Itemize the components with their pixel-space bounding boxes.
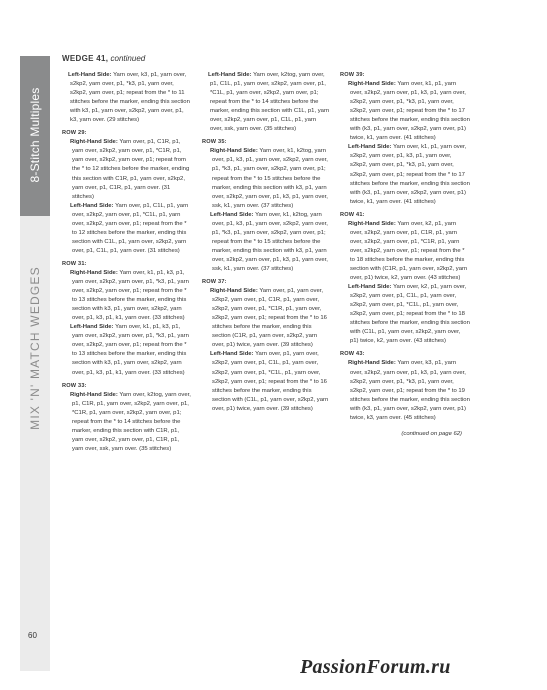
chapter-label: MIX 'N' MATCH WEDGES <box>28 266 42 430</box>
instruction-paragraph: Left-Hand Side: Yarn over, k1, p1, k3, p1, yarn over, s2kp2, yarn over, p1, *k3, p1, yarn over, s2kp2, yarn over, p1; repeat from the * to 13 stitches before the marker, ending this section with k3, p1, yarn over, s2kp2, yarn over, p1, k3, p1, k1, yarn over. (33 stitches) <box>70 324 189 376</box>
instruction-paragraph: Left-Hand Side: Yarn over, p1, C1L, p1, yarn over, s2kp2, yarn over, p1, *C1L, p1, yarn over, s2kp2, yarn over, p1; repeat from the * to 12 stitches before the marker, ending this section with C1L, p1, yarn over, s2kp2, yarn over, p1, C1L, p1, yarn over. (31 stitches) <box>70 202 189 254</box>
instruction-paragraph: Left-Hand Side: Yarn over, k3, p1, yarn over, s2kp2, yarn over, p1, *k3, p1, yarn over, s2kp2, yarn over, p1; repeat from the * to 11 stitches before the marker, ending this section with k3, p1, yarn over, s2kp2, yarn over, p1, k3, yarn over. (29 stitches) <box>68 72 190 124</box>
instruction-paragraph: Right-Hand Side: Yarn over, k1, k2tog, yarn over, p1, k3, p1, yarn over, s2kp2, yarn over, p1, *k3, p1, yarn over, s2kp2, yarn over, p1; repeat from the * to 15 stitches before the marker, ending this section with k3, p1, yarn over, s2kp2, yarn over, p1, k3, p1, yarn over, ssk, k1, yarn over. (37 stitches) <box>210 148 328 209</box>
wedge-title: WEDGE 41, <box>62 54 109 63</box>
instruction-paragraph: Left-Hand Side: Yarn over, k2, p1, yarn over, s2kp2, yarn over, p1, C1L, p1, yarn over, s2kp2, yarn over, p1, *C1L, p1, yarn over, s2kp2, yarn over, p1; repeat from the * to 18 stitches before the marker, ending this section with (C1L, p1, yarn over, s2kp2, yarn over, p1) twice, k2, yarn over. (43 stitches) <box>348 284 470 345</box>
instruction-paragraph: Right-Hand Side: Yarn over, k3, p1, yarn over, s2kp2, yarn over, p1, k3, p1, yarn over, s2kp2, yarn over, p1, *k3, p1, yarn over, s2kp2, yarn over, p1; repeat from the * to 19 stitches before the marker, ending this section with (k3, p1, yarn over, s2kp2, yarn over, p1) twice, k3, yarn over. (45 stitches) <box>348 360 470 421</box>
instruction-paragraph: Right-Hand Side: Yarn over, p1, yarn over, s2kp2, yarn over, p1, C1R, p1, yarn over, s2kp2, yarn over, p1, *C1R, p1, yarn over, s2kp2, yarn over, p1; repeat from the * to 16 stitches before the marker, ending this section (C1R, p1, yarn over, s2kp2, yarn over, p1) twice, yarn over. (39 stitches) <box>210 288 327 349</box>
row-heading: ROW 29: <box>62 130 87 137</box>
page-title <box>62 54 145 63</box>
section-tab <box>20 56 50 216</box>
row-heading: ROW 37: <box>202 279 227 286</box>
row-heading: ROW 35: <box>202 139 227 146</box>
section-label: 8-Stitch Multiples <box>28 87 42 183</box>
instruction-paragraph: Right-Hand Side: Yarn over, k2, p1, yarn over, s2kp2, yarn over, p1, C1R, p1, yarn over, s2kp2, yarn over, p1, *C1R, p1, yarn over, s2kp2, yarn over, p1; repeat from the * to 18 stitches before the marker, ending this section with (C1R, p1, yarn over, s2kp2, yarn over, p1) twice, k2, yarn over. (43 stitches) <box>348 220 468 282</box>
instruction-paragraph: Left-Hand Side: Yarn over, k1, k2tog, yarn over, p1, k3, p1, yarn over, s2kp2, yarn over, p1, *k3, p1, yarn over, s2kp2, yarn over, p1; repeat from the * to 15 stitches before the marker, ending this section with k3, p1, yarn over, s2kp2, yarn over, p1, k3, p1, yarn over, ssk, k1, yarn over. (37 stitches) <box>210 211 328 272</box>
instruction-paragraph: Right-Hand Side: Yarn over, k1, p1, k3, p1, yarn over, s2kp2, yarn over, p1, *k3, p1, yarn over, s2kp2, yarn over, p1; repeat from the * to 13 stitches before the marker, ending this section with k3, p1, yarn over, s2kp2, yarn over, p1, k3, p1, k1, yarn over. (33 stitches) <box>70 269 189 322</box>
instruction-paragraph: Left-Hand Side: Yarn over, p1, yarn over, s2kp2, yarn over, p1, C1L, p1, yarn over, s2kp2, yarn over, p1, *C1L, p1, yarn over, s2kp2, yarn over, p1; repeat from the * to 16 stitches before the marker, ending this section with (C1L, p1, yarn over, s2kp2, yarn over, p1) twice, yarn over. (39 stitches) <box>210 351 329 412</box>
watermark-logo: PassionForum.ru <box>300 656 451 678</box>
row-heading: ROW 31: <box>62 260 87 267</box>
continued-note: (continued on page 62) <box>401 430 462 437</box>
instruction-paragraph: Left-Hand Side: Yarn over, k2tog, yarn over, p1, C1L, p1, yarn over, s2kp2, yarn over, p1, *C1L, p1, yarn over, s2kp2, yarn over, p1; repeat from the * to 14 stitches before the marker, ending this section with C1L, p1, yarn over, s2kp2, yarn over, p1, C1L, p1, yarn over, ssk, yarn over. (35 stitches) <box>208 72 330 133</box>
column-2 <box>202 71 330 414</box>
instruction-paragraph: Right-Hand Side: Yarn over, k1, p1, yarn over, s2kp2, yarn over, p1, k3, p1, yarn over, s2kp2, yarn over, p1, *k3, p1, yarn over, s2kp2, yarn over, p1; repeat from the * to 17 stitches before the marker, ending this section with (k3, p1, yarn over, s2kp2, yarn over, p1) twice, k1, yarn over. (41 stitches) <box>348 81 470 142</box>
page-number: 60 <box>28 631 37 640</box>
row-heading: ROW 43: <box>340 351 365 358</box>
instruction-paragraph: Right-Hand Side: Yarn over, k2tog, yarn over, p1, C1R, p1, yarn over, s2kp2, yarn over, p1, *C1R, p1, yarn over, s2kp2, yarn over, p1; repeat from the * to 14 stitches before the marker, ending this section with C1R, p1, yarn over, s2kp2, yarn over, p1, C1R, p1, yarn over, ssk, yarn over. (35 stitches) <box>70 391 191 452</box>
instruction-paragraph: Left-Hand Side: Yarn over, k1, p1, yarn over, s2kp2, yarn over, p1, k3, p1, yarn over, s2kp2, yarn over, p1, *k3, p1, yarn over, s2kp2, yarn over, p1; repeat from the * to 17 stitches before the marker, ending this section with (k3, p1, yarn over, s2kp2, yarn over, p1) twice, k1, yarn over. (41 stitches) <box>348 144 470 205</box>
wedge-subtitle: continued <box>110 54 146 63</box>
row-heading: ROW 33: <box>62 382 87 389</box>
instruction-paragraph: Right-Hand Side: Yarn over, p1, C1R, p1, yarn over, s2kp2, yarn over, p1, *C1R, p1, yarn over, s2kp2, yarn over, p1; repeat from the * to 12 stitches before the marker, ending this section with C1R, p1, yarn over, s2kp2, yarn over, p1, C1R, p1, yarn over. (31 stitches) <box>70 139 190 200</box>
column-3 <box>340 71 470 439</box>
column-1 <box>62 71 192 454</box>
side-tab <box>20 56 50 671</box>
row-heading: ROW 39: <box>340 72 365 78</box>
row-heading: ROW 41: <box>340 211 365 218</box>
